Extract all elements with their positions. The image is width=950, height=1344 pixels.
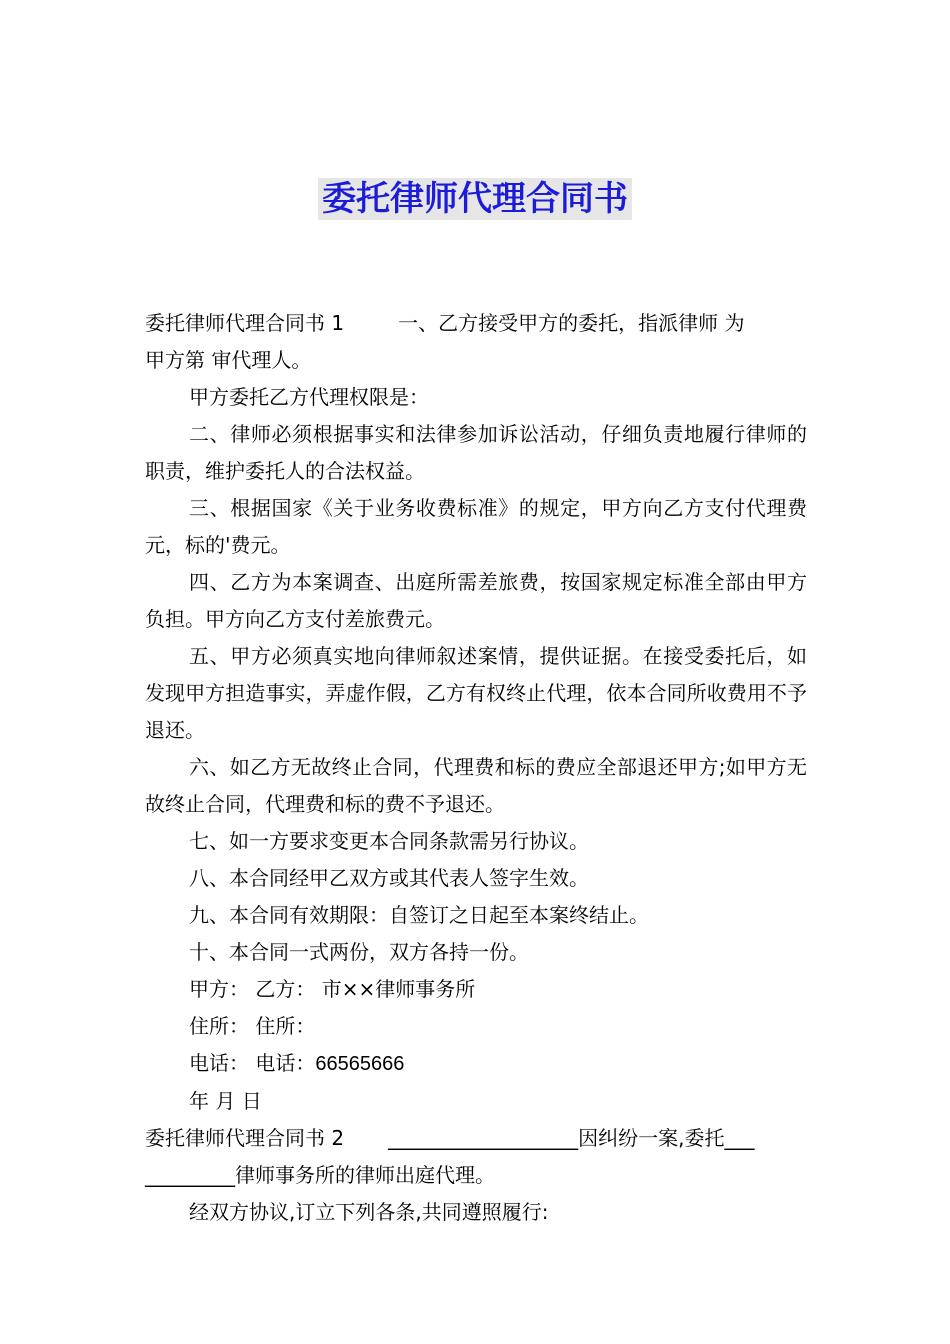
contract1-clause3: 三、根据国家《关于业务收费标准》的规定，甲方向乙方支付代理费元，标的'费元。 — [145, 496, 807, 557]
signature-parties: 甲方： 乙方： 市××律师事务所 — [189, 977, 476, 1001]
contract1-clause8: 八、本合同经甲乙双方或其代表人签字生效。 — [189, 866, 589, 890]
contract1-clause1-start: 一、乙方接受甲方的委托，指派律师 为 — [398, 311, 745, 335]
contract1-clause1-end: 甲方第 审代理人。 — [145, 348, 312, 372]
contract1-clause6: 六、如乙方无故终止合同，代理费和标的费应全部退还甲方;如甲方无故终止合同，代理费和标的费不予退还。 — [145, 755, 807, 816]
contract2-first-line — [145, 1120, 807, 1157]
signature-phone-number: 66565666 — [315, 1053, 405, 1075]
contract2-agreement-paragraph: 经双方协议,订立下列各条,共同遵照履行: — [189, 1200, 549, 1224]
contract1-clause7: 七、如一方要求变更本合同条款需另行协议。 — [189, 829, 589, 853]
contract1-clause2: 二、律师必须根据事实和法律参加诉讼活动，仔细负责地履行律师的职责，维护委托人的合法权益。 — [145, 422, 807, 483]
document-body — [145, 305, 807, 1231]
document-title: 委托律师代理合同书 — [318, 178, 632, 220]
contract2-intro-start: ___________________因纠纷一案,委托___ — [388, 1126, 755, 1150]
contract1-scope-paragraph: 甲方委托乙方代理权限是： — [189, 385, 429, 409]
title-container — [0, 178, 950, 220]
contract1-clause10: 十、本合同一式两份，双方各持一份。 — [189, 940, 529, 964]
contract2-heading: 委托律师代理合同书 2 — [145, 1126, 345, 1150]
contract1-first-line — [145, 305, 807, 342]
signature-date: 年 月 日 — [189, 1089, 262, 1113]
contract1-clause5: 五、甲方必须真实地向律师叙述案情，提供证据。在接受委托后，如发现甲方担造事实，弄虚作假，乙方有权终止代理，依本合同所收费用不予退还。 — [145, 644, 807, 742]
contract1-clause4: 四、乙方为本案调查、出庭所需差旅费，按国家规定标准全部由甲方负担。甲方向乙方支付差旅费元。 — [145, 570, 807, 631]
signature-phone-label: 电话： 电话： — [189, 1051, 316, 1075]
signature-address: 住所： 住所： — [189, 1014, 316, 1038]
contract1-clause9: 九、本合同有效期限：自签订之日起至本案终结止。 — [189, 903, 649, 927]
contract2-intro-end: _________律师事务所的律师出庭代理。 — [145, 1163, 495, 1187]
signature-phone — [145, 1045, 807, 1083]
contract1-heading: 委托律师代理合同书 1 — [145, 311, 345, 335]
